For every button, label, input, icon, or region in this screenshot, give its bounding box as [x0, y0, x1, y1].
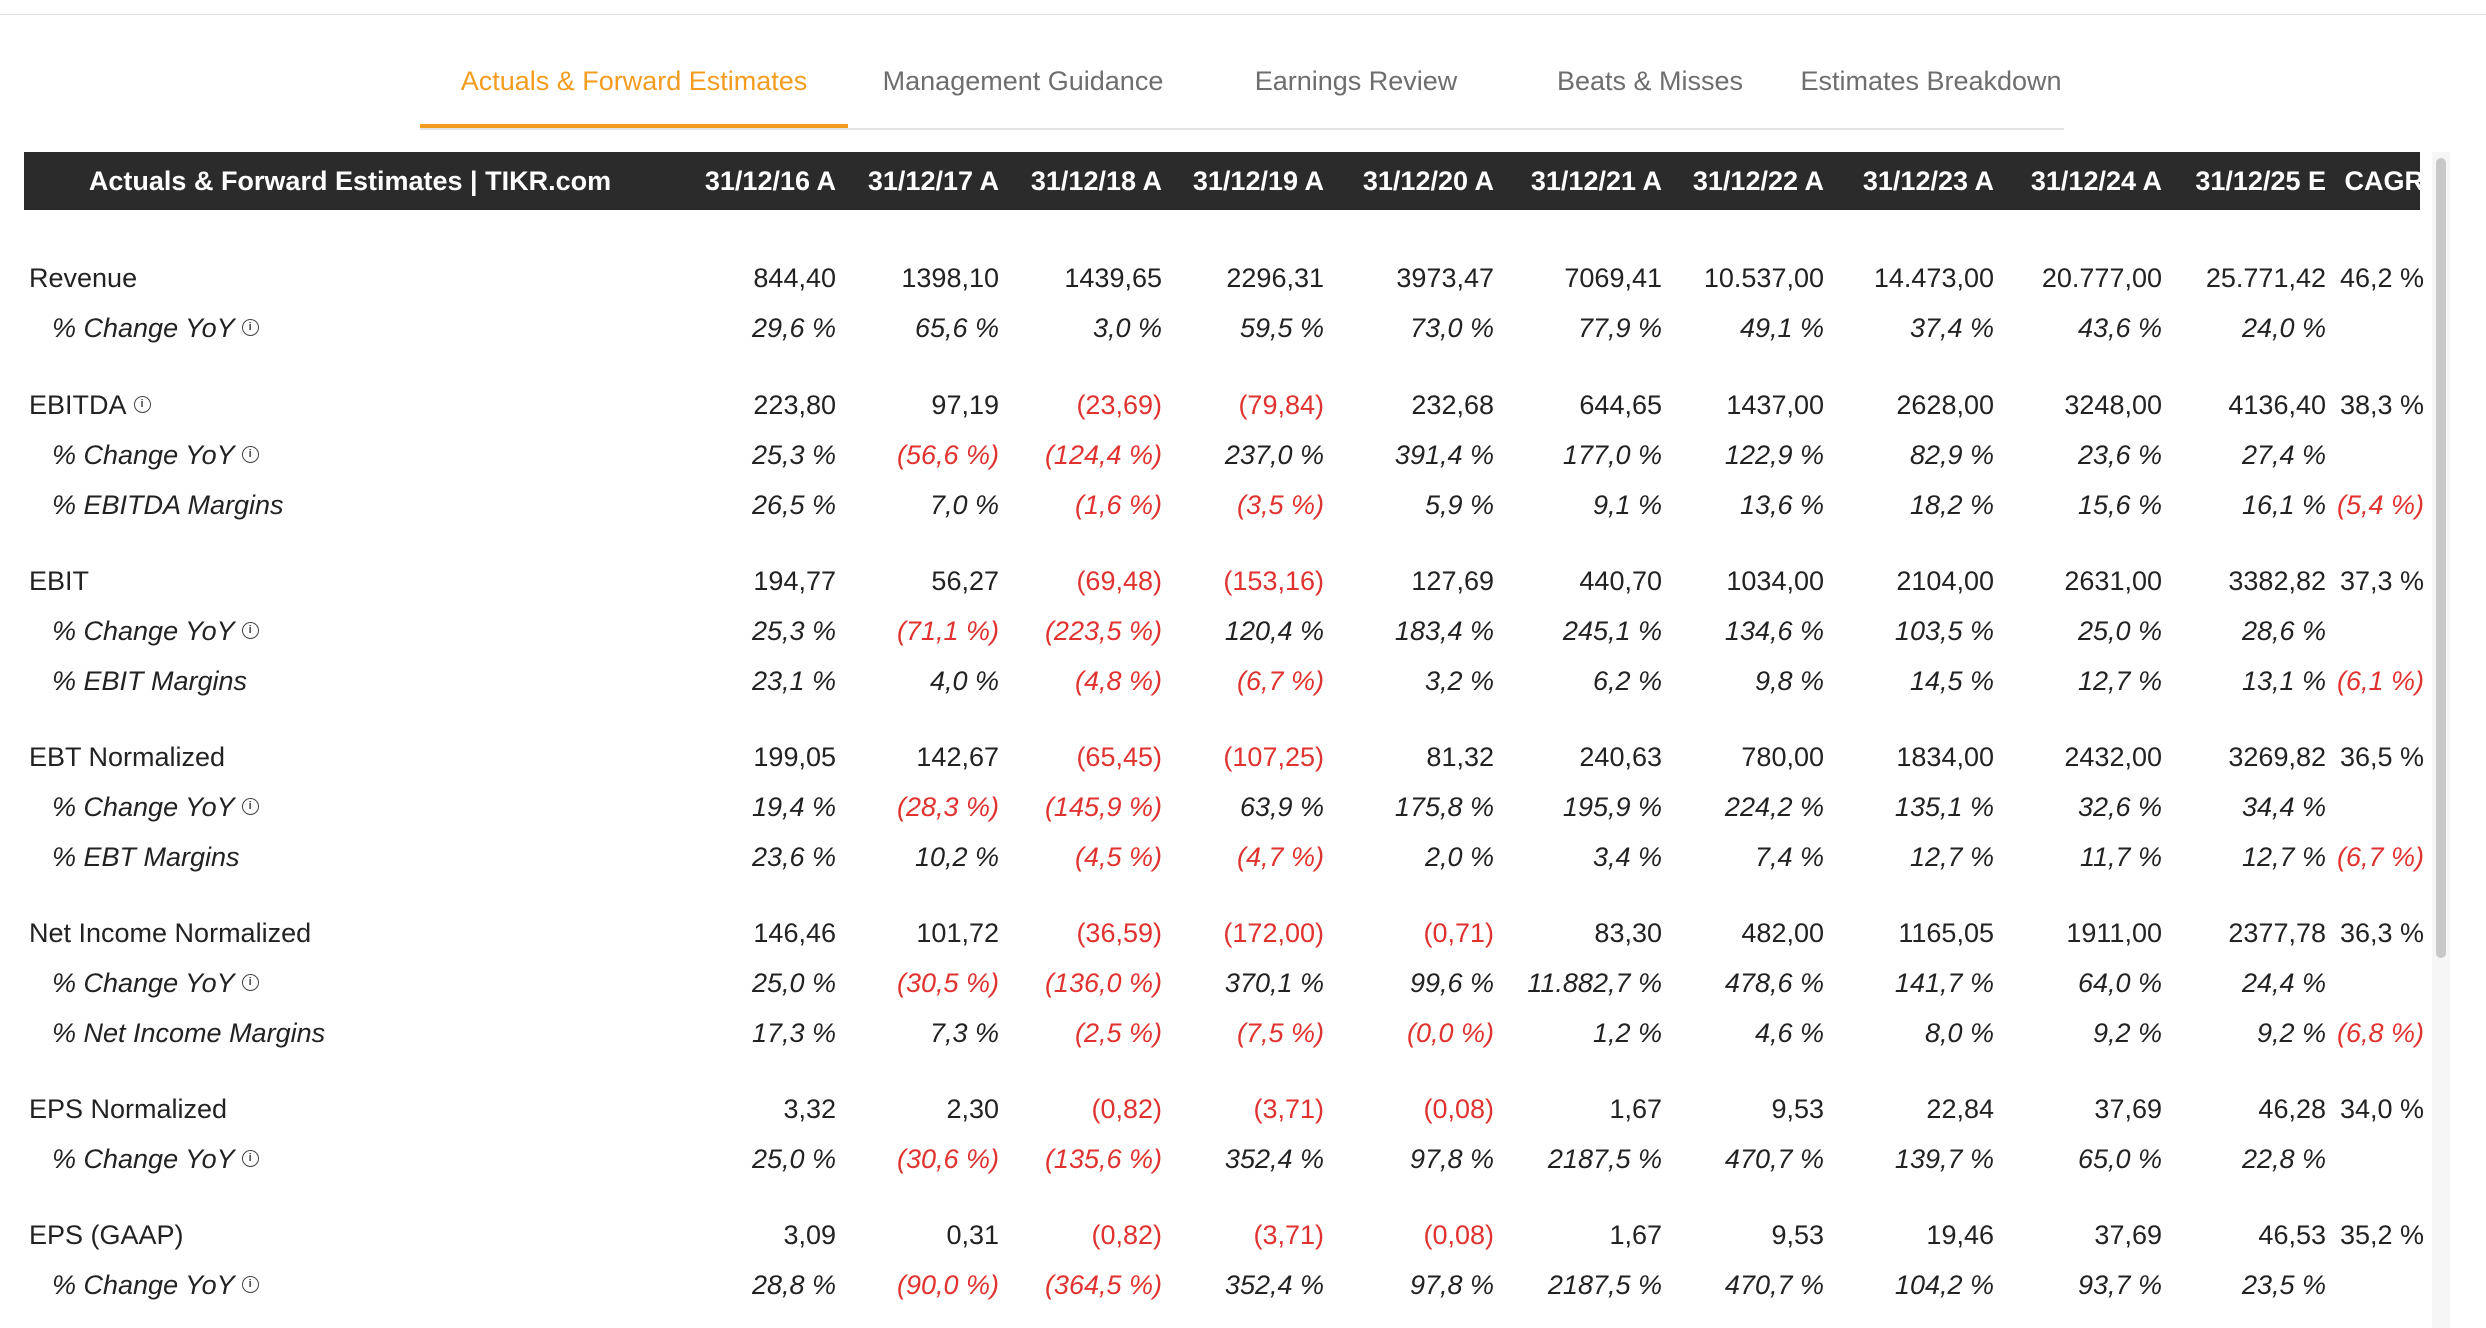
value-cell: 3382,82 — [2228, 566, 2326, 596]
row-label-text: EBT Normalized — [29, 742, 226, 772]
value-cell: (69,48) — [1076, 566, 1162, 596]
value-cell: 370,1 % — [1224, 968, 1324, 998]
row-label-text: % Change YoY — [52, 792, 235, 822]
value-cell: 780,00 — [1741, 742, 1824, 772]
table-title: Actuals & Forward Estimates | TIKR.com — [88, 166, 612, 196]
value-cell: 13,6 % — [1739, 490, 1824, 520]
value-cell: 29,6 % — [751, 313, 836, 343]
value-cell: (90,0 %) — [896, 1270, 999, 1300]
value-cell: 2187,5 % — [1547, 1144, 1662, 1174]
value-cell: (0,82) — [1091, 1094, 1162, 1124]
value-cell: 3269,82 — [2228, 742, 2326, 772]
row-label — [52, 430, 259, 480]
value-cell: (30,5 %) — [896, 968, 999, 998]
value-cell: 237,0 % — [1224, 440, 1324, 470]
value-cell: (0,08) — [1423, 1220, 1494, 1250]
row-label-text: EPS (GAAP) — [29, 1220, 184, 1250]
value-cell: (107,25) — [1223, 742, 1324, 772]
value-cell: 23,5 % — [2241, 1270, 2326, 1300]
row-label-text: % Net Income Margins — [52, 1018, 326, 1048]
row-label-text: % Change YoY — [52, 1270, 235, 1300]
value-cell: (36,59) — [1076, 918, 1162, 948]
value-cell: 352,4 % — [1224, 1144, 1324, 1174]
value-cell: 2377,78 — [2228, 918, 2326, 948]
cagr-cell: 38,3 % — [2339, 390, 2424, 420]
cagr-cell — [2304, 1134, 2424, 1184]
value-cell: 10.537,00 — [1703, 263, 1824, 293]
row-label[interactable] — [29, 380, 151, 430]
value-cell: 59,5 % — [1239, 313, 1324, 343]
value-cell: 14.473,00 — [1873, 263, 1994, 293]
value-cell: 37,4 % — [1909, 313, 1994, 343]
value-cell: 134,6 % — [1724, 616, 1824, 646]
cagr-cell: (6,1 %) — [2336, 666, 2424, 696]
value-cell: 177,0 % — [1562, 440, 1662, 470]
value-cell: 11,7 % — [2079, 842, 2162, 872]
table-row-metric — [24, 1210, 2424, 1260]
row-label[interactable] — [29, 556, 89, 606]
value-cell: 9,53 — [1771, 1220, 1824, 1250]
row-label-text: EBIT — [29, 566, 90, 596]
row-label-text: % EBT Margins — [52, 842, 240, 872]
value-cell: (135,6 %) — [1044, 1144, 1162, 1174]
row-label — [52, 1134, 259, 1184]
row-label-text: % Change YoY — [52, 1144, 235, 1174]
value-cell: (153,16) — [1223, 566, 1324, 596]
info-circle-icon[interactable]: i — [242, 798, 259, 815]
value-cell: (30,6 %) — [896, 1144, 999, 1174]
value-cell: 9,2 % — [2256, 1018, 2326, 1048]
value-cell: (6,7 %) — [1236, 666, 1324, 696]
value-cell: 3,2 % — [1424, 666, 1494, 696]
table-header — [24, 152, 2424, 210]
table-row-sub-metric — [24, 1134, 2420, 1184]
value-cell: (56,6 %) — [896, 440, 999, 470]
value-cell: 34,4 % — [2241, 792, 2326, 822]
value-cell: 240,63 — [1579, 742, 1662, 772]
value-cell: 2628,00 — [1896, 390, 1994, 420]
value-cell: 25,0 % — [751, 968, 836, 998]
value-cell: 4,0 % — [929, 666, 999, 696]
value-cell: 19,46 — [1926, 1220, 1994, 1250]
value-cell: (71,1 %) — [896, 616, 999, 646]
row-label — [52, 656, 247, 706]
value-cell: (3,71) — [1253, 1094, 1324, 1124]
value-cell: 12,7 % — [2241, 842, 2326, 872]
value-cell: 194,77 — [753, 566, 836, 596]
value-cell: 2296,31 — [1226, 263, 1324, 293]
value-cell: 1437,00 — [1726, 390, 1824, 420]
value-cell: 17,3 % — [751, 1018, 836, 1048]
value-cell: 12,7 % — [1909, 842, 1994, 872]
row-label — [52, 303, 259, 353]
value-cell: 19,4 % — [751, 792, 836, 822]
value-cell: 3248,00 — [2064, 390, 2162, 420]
value-cell: 27,4 % — [2241, 440, 2326, 470]
value-cell: 4,6 % — [1754, 1018, 1824, 1048]
value-cell: 101,72 — [916, 918, 999, 948]
table-row-metric — [24, 1084, 2424, 1134]
value-cell: 1,67 — [1609, 1220, 1662, 1250]
value-cell: 139,7 % — [1894, 1144, 1994, 1174]
value-cell: 15,6 % — [2077, 490, 2162, 520]
value-cell: 7,4 % — [1754, 842, 1824, 872]
scrollbar-thumb[interactable] — [2436, 158, 2446, 958]
value-cell: 224,2 % — [1724, 792, 1824, 822]
value-cell: 25,3 % — [751, 440, 836, 470]
value-cell: 25,3 % — [751, 616, 836, 646]
value-cell: (3,71) — [1253, 1220, 1324, 1250]
value-cell: (7,5 %) — [1236, 1018, 1324, 1048]
value-cell: 93,7 % — [2077, 1270, 2162, 1300]
cagr-cell: 37,3 % — [2339, 566, 2424, 596]
table-row-sub-metric — [24, 430, 2420, 480]
value-cell: (0,0 %) — [1406, 1018, 1494, 1048]
info-circle-icon[interactable]: i — [134, 396, 151, 413]
value-cell: 104,2 % — [1894, 1270, 1994, 1300]
value-cell: 6,2 % — [1592, 666, 1662, 696]
info-circle-icon[interactable]: i — [242, 319, 259, 336]
value-cell: (23,69) — [1076, 390, 1162, 420]
value-cell: 440,70 — [1579, 566, 1662, 596]
row-label — [52, 1260, 259, 1310]
info-circle-icon[interactable]: i — [242, 1276, 259, 1293]
table-row-sub-metric — [24, 480, 2424, 530]
cagr-cell — [2304, 782, 2424, 832]
value-cell: 5,9 % — [1424, 490, 1494, 520]
value-cell: 28,6 % — [2241, 616, 2326, 646]
tab-earnings-review[interactable]: Earnings Review — [1254, 66, 1458, 96]
value-cell: 4136,40 — [2228, 390, 2326, 420]
value-cell: 3973,47 — [1396, 263, 1494, 293]
value-cell: 2,0 % — [1424, 842, 1494, 872]
value-cell: 12,7 % — [2077, 666, 2162, 696]
value-cell: (0,82) — [1091, 1220, 1162, 1250]
row-label-text: % EBITDA Margins — [52, 490, 284, 520]
value-cell: 56,27 — [931, 566, 999, 596]
row-label[interactable] — [29, 732, 225, 782]
row-label — [52, 832, 240, 882]
table-row-sub-metric — [24, 958, 2420, 1008]
value-cell: 82,9 % — [1909, 440, 1994, 470]
value-cell: 470,7 % — [1724, 1270, 1824, 1300]
value-cell: 127,69 — [1411, 566, 1494, 596]
value-cell: 28,8 % — [751, 1270, 836, 1300]
row-label — [52, 782, 259, 832]
value-cell: 352,4 % — [1224, 1270, 1324, 1300]
value-cell: 46,28 — [2258, 1094, 2326, 1124]
cagr-cell — [2304, 1260, 2424, 1310]
value-cell: 24,4 % — [2241, 968, 2326, 998]
value-cell: 644,65 — [1579, 390, 1662, 420]
value-cell: 7,3 % — [929, 1018, 999, 1048]
value-cell: 1,2 % — [1592, 1018, 1662, 1048]
column-header-period: 31/12/23 A — [1862, 166, 1994, 196]
value-cell: (124,4 %) — [1044, 440, 1162, 470]
tab-estimates-breakdown[interactable]: Estimates Breakdown — [1800, 66, 2062, 96]
cagr-cell: 46,2 % — [2339, 263, 2424, 293]
value-cell: 65,6 % — [914, 313, 999, 343]
tab-management-guidance[interactable]: Management Guidance — [882, 66, 1164, 96]
column-header-period: 31/12/20 A — [1362, 166, 1494, 196]
row-label-text: Revenue — [29, 263, 138, 293]
row-label[interactable] — [29, 1084, 227, 1134]
row-label-text: % EBIT Margins — [52, 666, 248, 696]
value-cell: 470,7 % — [1724, 1144, 1824, 1174]
value-cell: (79,84) — [1238, 390, 1324, 420]
value-cell: (364,5 %) — [1044, 1270, 1162, 1300]
value-cell: 223,80 — [753, 390, 836, 420]
value-cell: 1,67 — [1609, 1094, 1662, 1124]
value-cell: 245,1 % — [1562, 616, 1662, 646]
value-cell: 195,9 % — [1562, 792, 1662, 822]
row-label-text: EPS Normalized — [29, 1094, 228, 1124]
table-row-sub-metric — [24, 656, 2424, 706]
cagr-cell: 36,3 % — [2339, 918, 2424, 948]
value-cell: 9,8 % — [1754, 666, 1824, 696]
value-cell: 9,2 % — [2092, 1018, 2162, 1048]
table-row-sub-metric — [24, 1260, 2420, 1310]
value-cell: 63,9 % — [1239, 792, 1324, 822]
value-cell: 83,30 — [1594, 918, 1662, 948]
value-cell: 3,32 — [783, 1094, 836, 1124]
value-cell: 142,67 — [916, 742, 999, 772]
value-cell: (172,00) — [1223, 918, 1324, 948]
row-label — [52, 1008, 325, 1058]
table-row-sub-metric — [24, 782, 2420, 832]
value-cell: 20.777,00 — [2041, 263, 2162, 293]
value-cell: 0,31 — [946, 1220, 999, 1250]
value-cell: 103,5 % — [1894, 616, 1994, 646]
value-cell: 478,6 % — [1724, 968, 1824, 998]
value-cell: 49,1 % — [1739, 313, 1824, 343]
value-cell: 175,8 % — [1394, 792, 1494, 822]
value-cell: 2187,5 % — [1547, 1270, 1662, 1300]
value-cell: 97,19 — [931, 390, 999, 420]
column-header-period: 31/12/18 A — [1030, 166, 1162, 196]
column-header-cagr: CAGR — [2344, 166, 2424, 196]
table-row-sub-metric — [24, 832, 2424, 882]
value-cell: 37,69 — [2094, 1094, 2162, 1124]
tab-bar — [420, 40, 2064, 130]
value-cell: 7069,41 — [1564, 263, 1662, 293]
value-cell: 8,0 % — [1924, 1018, 1994, 1048]
row-label-text: EBITDA — [29, 390, 127, 420]
value-cell: 3,09 — [783, 1220, 836, 1250]
cagr-cell: 36,5 % — [2339, 742, 2424, 772]
table-row-sub-metric — [24, 303, 2420, 353]
cagr-cell — [2304, 430, 2424, 480]
value-cell: 9,53 — [1771, 1094, 1824, 1124]
cagr-cell: (5,4 %) — [2336, 490, 2424, 520]
value-cell: 23,1 % — [751, 666, 836, 696]
value-cell: 24,0 % — [2241, 313, 2326, 343]
value-cell: 25,0 % — [2077, 616, 2162, 646]
value-cell: 183,4 % — [1394, 616, 1494, 646]
value-cell: (4,7 %) — [1236, 842, 1324, 872]
table-row-metric — [24, 556, 2424, 606]
value-cell: 11.882,7 % — [1527, 968, 1662, 998]
value-cell: 3,4 % — [1592, 842, 1662, 872]
value-cell: 99,6 % — [1409, 968, 1494, 998]
value-cell: 43,6 % — [2077, 313, 2162, 343]
row-label-text: Net Income Normalized — [29, 918, 312, 948]
row-label[interactable] — [29, 1210, 184, 1260]
column-header-period: 31/12/22 A — [1692, 166, 1824, 196]
value-cell: 14,5 % — [1909, 666, 1994, 696]
cagr-cell — [2304, 958, 2424, 1008]
value-cell: 77,9 % — [1577, 313, 1662, 343]
column-header-period: 31/12/25 E — [2195, 166, 2326, 196]
value-cell: 22,84 — [1926, 1094, 1994, 1124]
value-cell: 10,2 % — [914, 842, 999, 872]
value-cell: (1,6 %) — [1074, 490, 1162, 520]
column-header-period: 31/12/21 A — [1530, 166, 1662, 196]
value-cell: (28,3 %) — [896, 792, 999, 822]
value-cell: 2432,00 — [2064, 742, 2162, 772]
value-cell: 141,7 % — [1894, 968, 1994, 998]
value-cell: 9,1 % — [1592, 490, 1662, 520]
value-cell: 32,6 % — [2077, 792, 2162, 822]
row-label[interactable] — [29, 253, 137, 303]
info-circle-icon[interactable]: i — [242, 622, 259, 639]
info-circle-icon[interactable]: i — [242, 1150, 259, 1167]
value-cell: (136,0 %) — [1044, 968, 1162, 998]
cagr-cell: 34,0 % — [2339, 1094, 2424, 1124]
value-cell: 23,6 % — [751, 842, 836, 872]
value-cell: 135,1 % — [1894, 792, 1994, 822]
table-row-metric — [24, 908, 2424, 958]
value-cell: 1834,00 — [1896, 742, 1994, 772]
value-cell: 3,0 % — [1092, 313, 1162, 343]
value-cell: 1034,00 — [1726, 566, 1824, 596]
value-cell: (4,5 %) — [1074, 842, 1162, 872]
value-cell: (2,5 %) — [1074, 1018, 1162, 1048]
value-cell: (3,5 %) — [1236, 490, 1324, 520]
tab-actuals-forward-estimates[interactable]: Actuals & Forward Estimates — [420, 40, 848, 128]
value-cell: 1398,10 — [901, 263, 999, 293]
row-label — [52, 480, 284, 530]
value-cell: (0,71) — [1423, 918, 1494, 948]
value-cell: 65,0 % — [2077, 1144, 2162, 1174]
tab-beats-misses[interactable]: Beats & Misses — [1556, 66, 1744, 96]
cagr-cell — [2304, 303, 2424, 353]
value-cell: 232,68 — [1411, 390, 1494, 420]
value-cell: 97,8 % — [1409, 1144, 1494, 1174]
value-cell: 844,40 — [753, 263, 836, 293]
column-header-period: 31/12/17 A — [867, 166, 999, 196]
value-cell: 46,53 — [2258, 1220, 2326, 1250]
table-row-metric — [24, 732, 2424, 782]
table-row-metric — [24, 380, 2424, 430]
value-cell: (145,9 %) — [1044, 792, 1162, 822]
row-label-text: % Change YoY — [52, 616, 235, 646]
value-cell: 122,9 % — [1724, 440, 1824, 470]
column-header-period: 31/12/16 A — [704, 166, 836, 196]
cagr-cell: (6,7 %) — [2336, 842, 2424, 872]
value-cell: 25.771,42 — [2205, 263, 2326, 293]
value-cell: 2,30 — [946, 1094, 999, 1124]
row-label — [52, 958, 259, 1008]
value-cell: 1439,65 — [1064, 263, 1162, 293]
value-cell: 16,1 % — [2241, 490, 2326, 520]
value-cell: 18,2 % — [1909, 490, 1994, 520]
row-label-text: % Change YoY — [52, 440, 235, 470]
value-cell: (4,8 %) — [1074, 666, 1162, 696]
cagr-cell: (6,8 %) — [2336, 1018, 2424, 1048]
value-cell: 25,0 % — [751, 1144, 836, 1174]
value-cell: (223,5 %) — [1044, 616, 1162, 646]
value-cell: 37,69 — [2094, 1220, 2162, 1250]
value-cell: 22,8 % — [2241, 1144, 2326, 1174]
value-cell: 120,4 % — [1224, 616, 1324, 646]
value-cell: 7,0 % — [929, 490, 999, 520]
value-cell: 26,5 % — [751, 490, 836, 520]
column-header-period: 31/12/24 A — [2030, 166, 2162, 196]
value-cell: 146,46 — [753, 918, 836, 948]
value-cell: 2104,00 — [1896, 566, 1994, 596]
value-cell: 199,05 — [753, 742, 836, 772]
value-cell: 391,4 % — [1394, 440, 1494, 470]
value-cell: 1165,05 — [1898, 918, 1994, 948]
row-label — [52, 606, 259, 656]
value-cell: 13,1 % — [2241, 666, 2326, 696]
row-label-text: % Change YoY — [52, 968, 235, 998]
value-cell: 81,32 — [1426, 742, 1494, 772]
table-row-metric — [24, 253, 2424, 303]
value-cell: (65,45) — [1076, 742, 1162, 772]
column-header-period: 31/12/19 A — [1192, 166, 1324, 196]
cagr-cell — [2304, 606, 2424, 656]
value-cell: 482,00 — [1741, 918, 1824, 948]
value-cell: (0,08) — [1423, 1094, 1494, 1124]
info-circle-icon[interactable]: i — [242, 446, 259, 463]
cagr-cell: 35,2 % — [2339, 1220, 2424, 1250]
value-cell: 73,0 % — [1409, 313, 1494, 343]
value-cell: 1911,00 — [2066, 918, 2162, 948]
row-label[interactable] — [29, 908, 311, 958]
table-row-sub-metric — [24, 1008, 2424, 1058]
value-cell: 2631,00 — [2064, 566, 2162, 596]
value-cell: 23,6 % — [2077, 440, 2162, 470]
value-cell: 97,8 % — [1409, 1270, 1494, 1300]
value-cell: 64,0 % — [2077, 968, 2162, 998]
table-row-sub-metric — [24, 606, 2420, 656]
row-label-text: % Change YoY — [52, 313, 235, 343]
info-circle-icon[interactable]: i — [242, 974, 259, 991]
top-divider — [0, 14, 2486, 15]
